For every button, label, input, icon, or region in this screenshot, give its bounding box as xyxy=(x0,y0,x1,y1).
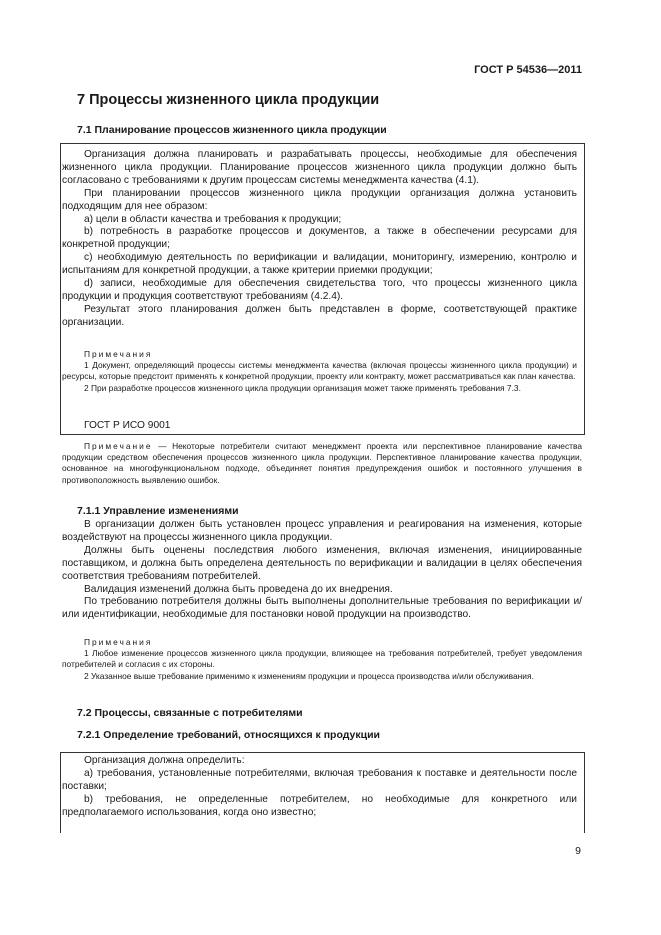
box2-item-b: b) требования, не определенные потребителем, но необходимые для конкретного или предполагаемого использования, когда оно известно; xyxy=(62,793,577,818)
section-7-1-1-note-1: 1 Любое изменение процессов жизненного цикла продукции, влияющее на требования потребителей, требует уведомления потребителей и согласия с их стороны. xyxy=(62,648,582,670)
section-7-1-1-paragraph-4: По требованию потребителя должны быть выполнены дополнительные требования по верификации и/или идентификации, необходимые для постановки новой продукции на производство. xyxy=(62,596,582,621)
box1-note-1: 1 Документ, определяющий процессы системы менеджмента качества (включая процессы жизненного цикла продукции) и ресурсы, которые предстоит применять к конкретной продукции, проекту или контракту, может рассматриваться как план качества. xyxy=(62,360,577,382)
section-7-1-1-paragraph-3: Валидация изменений должна быть проведена до их внедрения. xyxy=(84,583,393,595)
section-7-1-1-notes-heading: Примечания xyxy=(84,637,153,647)
standard-header: ГОСТ Р 54536—2011 xyxy=(474,64,582,76)
box1-paragraph-3: Результат этого планирования должен быть представлен в форме, соответствующей практике организации. xyxy=(62,303,577,328)
box1-notes-heading: Примечания xyxy=(84,349,153,359)
box1-item-c: c) необходимую деятельность по верификации и валидации, мониторингу, измерению, контролю и испытаниям для конкретной продукции, а также критерии приемки продукции; xyxy=(62,252,577,277)
section-7-1-1-paragraph-1: В организации должен быть установлен процесс управления и реагирования на изменения, которые воздействуют на процессы жизненного цикла продукции. xyxy=(62,519,582,543)
general-note-text: — Некоторые потребители считают менеджмент проекта или перспективное планирование качества продукции средством обеспечения процессов жизненного цикла продукции. Перспективное планирование качества продукции, основанное на многофункциональном подходе, объединяет понятия предупреждения ошибок и постоянного улучшения в противоположность выявлению ошибок. xyxy=(62,441,582,485)
box2-item-a: a) требования, установленные потребителями, включая требования к поставке и деятельности после поставки; xyxy=(62,767,577,792)
box1-note-2: 2 При разработке процессов жизненного цикла продукции организация может также применять требования 7.3. xyxy=(84,382,521,393)
section-7-2-1-title: 7.2.1 Определение требований, относящихся к продукции xyxy=(77,729,380,741)
section-7-2-title: 7.2 Процессы, связанные с потребителями xyxy=(77,707,303,719)
section-7-1-title: 7.1 Планирование процессов жизненного цикла продукции xyxy=(77,124,387,136)
box2-paragraph-1: Организация должна определить: xyxy=(84,755,245,766)
page-number: 9 xyxy=(575,845,581,857)
section-7-1-1-notes xyxy=(62,637,582,682)
section-7-1-1-note-2: 2 Указанное выше требование применимо к изменениям продукции и процесса производства и/или обслуживания. xyxy=(84,670,534,681)
box1-item-b: b) потребность в разработке процессов и документов, а также в обеспечении ресурсами для конкретной продукции; xyxy=(62,226,577,251)
section-7-1-1-title: 7.1.1 Управление изменениями xyxy=(77,505,239,517)
section-7-1-1-paragraph-2: Должны быть оценены последствия любого изменения, включая изменения, инициированные поставщиком, и должна быть определена деятельность по верификации и валидации в целях обеспечения соответствия требованиям потребителей. xyxy=(62,544,582,582)
general-note xyxy=(62,441,582,486)
section-7-title: 7 Процессы жизненного цикла продукции xyxy=(77,92,380,108)
box1-paragraph-2: При планировании процессов жизненного цикла продукции организация должна установить подходящим для нее образом: xyxy=(62,187,577,212)
box1-source: ГОСТ Р ИСО 9001 xyxy=(84,420,171,431)
box1-content xyxy=(62,149,577,330)
box1-notes xyxy=(62,349,577,394)
box1-item-a: a) цели в области качества и требования к продукции; xyxy=(84,213,342,225)
box2-content xyxy=(62,755,577,820)
box1-paragraph-1: Организация должна планировать и разрабатывать процессы, необходимые для обеспечения жизненного цикла продукции. Планирование процессов жизненного цикла продукции должно быть согласовано с требованиями к другим процессам системы менеджмента качества (4.1). xyxy=(62,149,577,186)
section-7-1-1-content xyxy=(62,519,582,622)
general-note-label: Примечание xyxy=(84,441,153,451)
box1-item-d: d) записи, необходимые для обеспечения свидетельства того, что процессы жизненного цикла продукции и продукция соответствуют требованиям (4.2.4). xyxy=(62,278,577,302)
